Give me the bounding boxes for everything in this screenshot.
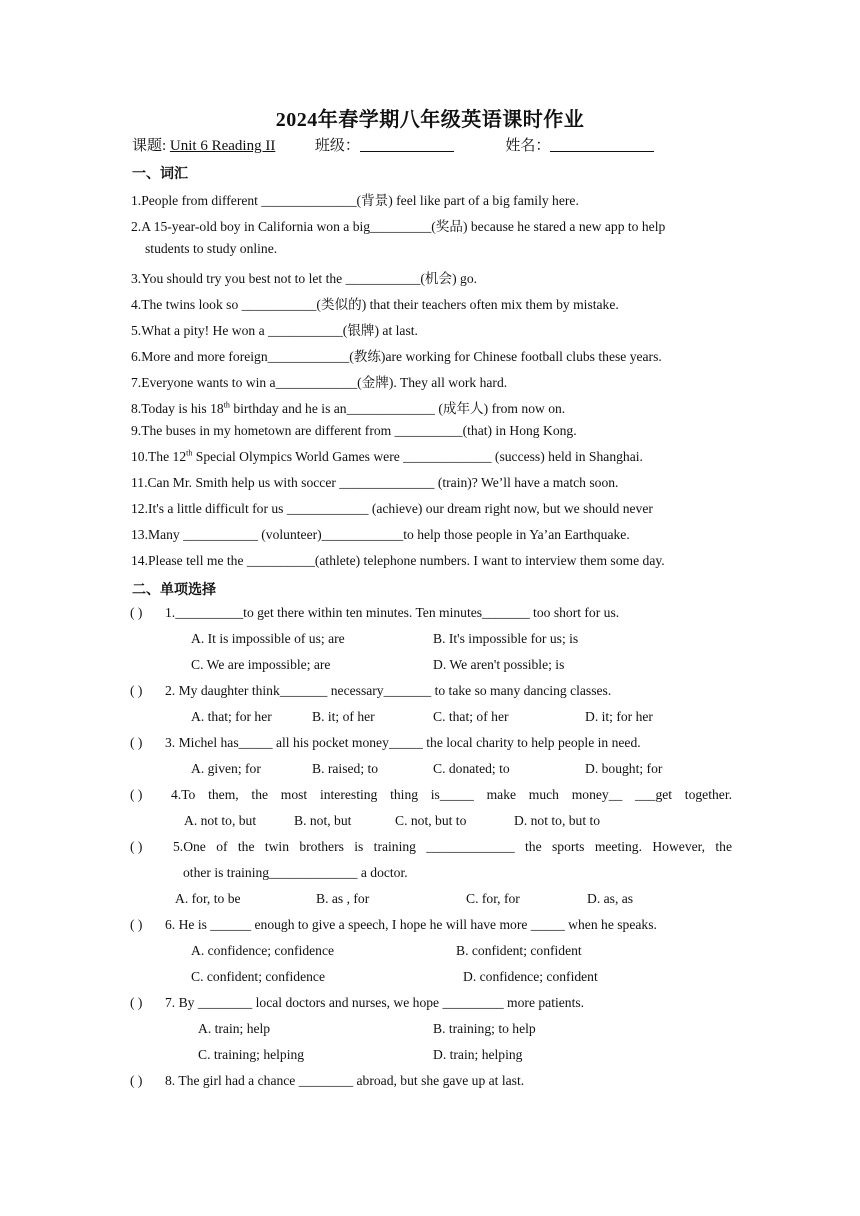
choice-q2-option-c: C. that; of her xyxy=(433,709,509,724)
choice-q7-option-a: A. train; help xyxy=(198,1021,271,1036)
choice-q2-option-d: D. it; for her xyxy=(585,709,653,724)
answer-paren[interactable]: ( ) xyxy=(130,1073,143,1088)
vocab-q2-cont: students to study online. xyxy=(145,241,278,256)
vocab-q14: 14.Please tell me the __________(athlete) telephone numbers. I want to interview them some day. xyxy=(131,553,665,568)
choice-q5-option-b: B. as , for xyxy=(316,891,370,906)
answer-paren[interactable]: ( ) xyxy=(130,683,143,698)
vocab-heading: 一、词汇 xyxy=(132,167,188,182)
choice-q4-option-b: B. not, but xyxy=(294,813,352,828)
vocab-q9: 9.The buses in my hometown are different from __________(that) in Hong Kong. xyxy=(131,423,577,438)
vocab-q4: 4.The twins look so ___________(类似的) that their teachers often mix them by mistake. xyxy=(131,297,619,312)
vocab-q2: 2.A 15-year-old boy in California won a big_________(奖品) because he stared a new app to help xyxy=(131,219,666,234)
choice-q7: 7. By ________ local doctors and nurses, we hope _________ more patients. xyxy=(165,995,585,1010)
name-blank[interactable] xyxy=(550,137,654,152)
vocab-q13: 13.Many ___________ (volunteer)____________to help those people in Ya’an Earthquake. xyxy=(131,527,630,542)
choice-heading: 二、单项选择 xyxy=(132,583,216,598)
choice-q4-option-d: D. not to, but to xyxy=(514,813,601,828)
answer-paren[interactable]: ( ) xyxy=(130,735,143,750)
topic-label: 课题: xyxy=(132,138,170,154)
choice-q3-option-d: D. bought; for xyxy=(585,761,663,776)
choice-q4: 4.To them, the most interesting thing is_____ make much money__ ___get together. xyxy=(171,787,732,802)
vocab-q6: 6.More and more foreign____________(教练)are working for Chinese football clubs these years. xyxy=(131,349,662,364)
vocab-q10: 10.The 12th Special Olympics World Games were _____________ (success) held in Shanghai. xyxy=(131,448,643,464)
choice-q5-option-d: D. as, as xyxy=(587,891,634,906)
choice-q6-option-b: B. confident; confident xyxy=(456,943,582,958)
choice-q7-option-c: C. training; helping xyxy=(198,1047,305,1062)
vocab-q5: 5.What a pity! He won a ___________(银牌) at last. xyxy=(131,323,418,338)
choice-q1-option-b: B. It's impossible for us; is xyxy=(433,631,579,646)
choice-q1-option-d: D. We aren't possible; is xyxy=(433,657,565,672)
vocab-q3: 3.You should try you best not to let the ___________(机会) go. xyxy=(131,271,478,286)
choice-q6: 6. He is ______ enough to give a speech, I hope he will have more _____ when he speaks. xyxy=(165,917,657,932)
vocab-q12: 12.It's a little difficult for us ____________ (achieve) our dream right now, but we should never xyxy=(131,501,653,516)
choice-q7-option-b: B. training; to help xyxy=(433,1021,536,1036)
choice-q7-option-d: D. train; helping xyxy=(433,1047,523,1062)
answer-paren[interactable]: ( ) xyxy=(130,787,143,802)
answer-paren[interactable]: ( ) xyxy=(130,605,143,620)
choice-q5-cont: other is training_____________ a doctor. xyxy=(183,865,408,880)
choice-q4-option-c: C. not, but to xyxy=(395,813,467,828)
vocab-q7: 7.Everyone wants to win a____________(金牌). They all work hard. xyxy=(131,375,508,390)
choice-q4-option-a: A. not to, but xyxy=(184,813,257,828)
answer-paren[interactable]: ( ) xyxy=(130,839,143,854)
choice-q2: 2. My daughter think_______ necessary_______ to take so many dancing classes. xyxy=(165,683,612,698)
choice-q6-option-d: D. confidence; confident xyxy=(463,969,598,984)
vocab-q8: 8.Today is his 18th birthday and he is an_____________ (成年人) from now on. xyxy=(131,400,566,416)
vocab-q11: 11.Can Mr. Smith help us with soccer ______________ (train)? We’ll have a match soon. xyxy=(131,475,619,490)
choice-q3-option-b: B. raised; to xyxy=(312,761,379,776)
header-line xyxy=(132,134,654,155)
choice-q5-option-a: A. for, to be xyxy=(175,891,241,906)
choice-q1: 1.__________to get there within ten minutes. Ten minutes_______ too short for us. xyxy=(165,605,620,620)
choice-q2-option-a: A. that; for her xyxy=(191,709,272,724)
class-label: 班级： xyxy=(314,138,360,154)
name-label: 姓名： xyxy=(505,138,551,154)
choice-q3: 3. Michel has_____ all his pocket money_____ the local charity to help people in need. xyxy=(165,735,641,750)
choice-q6-option-a: A. confidence; confidence xyxy=(191,943,335,958)
choice-q3-option-c: C. donated; to xyxy=(433,761,510,776)
answer-paren[interactable]: ( ) xyxy=(130,917,143,932)
vocab-q1: 1.People from different ______________(背景) feel like part of a big family here. xyxy=(131,193,579,208)
choice-q8: 8. The girl had a chance ________ abroad, but she gave up at last. xyxy=(165,1073,525,1088)
worksheet-title: 2024年春学期八年级英语课时作业 xyxy=(275,109,585,131)
topic-value: Unit 6 Reading II xyxy=(169,138,276,154)
choice-q5-option-c: C. for, for xyxy=(466,891,520,906)
choice-q3-option-a: A. given; for xyxy=(191,761,261,776)
answer-paren[interactable]: ( ) xyxy=(130,995,143,1010)
choice-q1-option-a: A. It is impossible of us; are xyxy=(191,631,345,646)
choice-q6-option-c: C. confident; confidence xyxy=(191,969,325,984)
class-blank[interactable] xyxy=(360,137,454,152)
choice-q5: 5.One of the twin brothers is training _____________ the sports meeting. However, the xyxy=(173,839,732,854)
choice-q1-option-c: C. We are impossible; are xyxy=(191,657,331,672)
choice-q2-option-b: B. it; of her xyxy=(312,709,375,724)
